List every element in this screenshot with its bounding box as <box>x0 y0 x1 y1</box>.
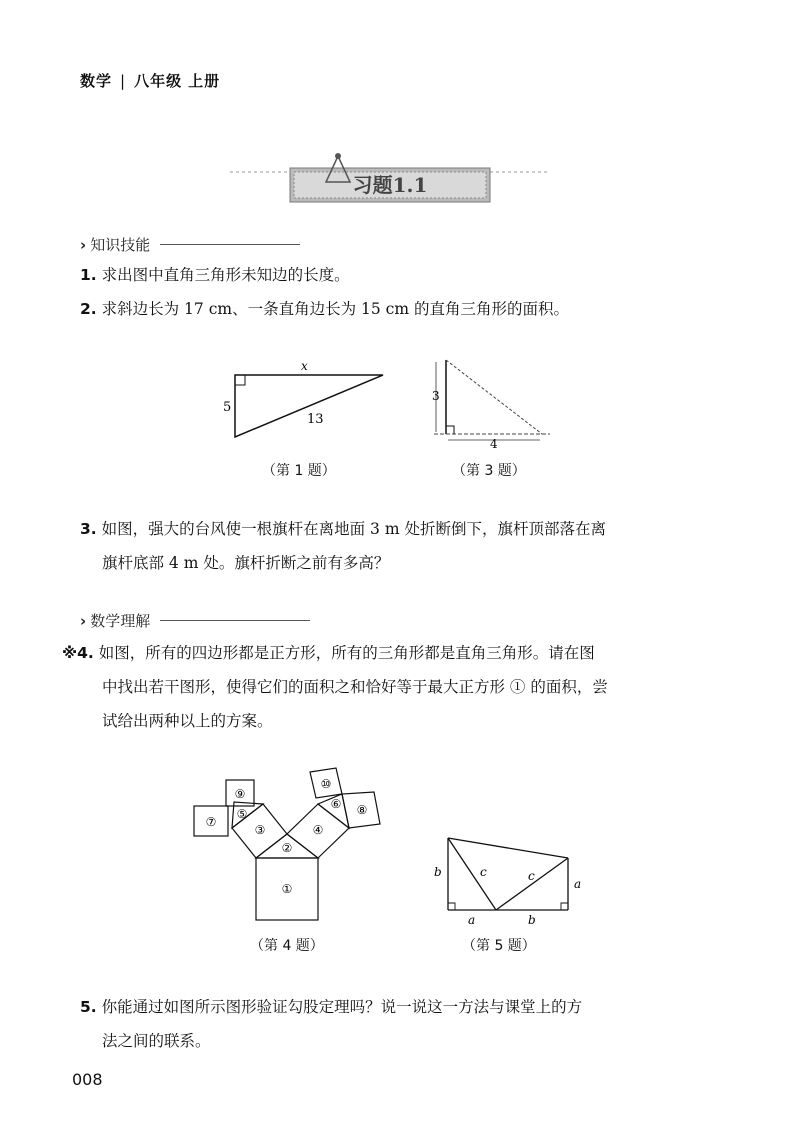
figure-1-caption: （第 1 题） <box>262 463 336 479</box>
question-3 <box>80 512 606 580</box>
figure-5-label-b-left: b <box>434 865 442 879</box>
question-5-number: 5. <box>80 998 97 1016</box>
figure-3-flagpole <box>420 350 560 450</box>
figure-5-top <box>448 838 568 858</box>
figure-5-label-c-2: c <box>528 869 535 883</box>
question-4-line-3: 试给出两种以上的方案。 <box>102 712 273 730</box>
figure-4-label-10: ⑩ <box>320 777 332 791</box>
figure-1-label-5: 5 <box>223 400 232 415</box>
section-knowledge <box>80 234 300 255</box>
figure-3-label-3: 3 <box>432 389 440 403</box>
figure-4-pythagoras-tree <box>190 762 390 932</box>
figure-4-label-9: ⑨ <box>234 787 246 801</box>
question-1-text: 求出图中直角三角形未知边的长度。 <box>101 266 350 284</box>
figure-1-right-triangle <box>215 355 395 445</box>
figure-4-label-3: ③ <box>254 823 266 837</box>
figure-4-label-7: ⑦ <box>205 815 217 829</box>
figure-5-hypotenuse-c-1 <box>448 838 496 910</box>
figure-5-label-a-right: a <box>574 877 582 891</box>
figure-5-label-b-bottom: b <box>528 913 536 927</box>
question-5-line-2: 法之间的联系。 <box>102 1032 211 1050</box>
section-rule <box>160 244 300 245</box>
question-1 <box>80 258 350 292</box>
running-header <box>80 70 220 91</box>
figure-4-caption: （第 4 题） <box>250 938 324 954</box>
section-rule <box>160 620 310 621</box>
question-2-number: 2. <box>80 300 97 318</box>
figure-1-label-13: 13 <box>307 412 324 427</box>
figure-4-label-2: ② <box>281 841 293 855</box>
section-understanding-title: 数学理解 <box>90 612 151 630</box>
header-grade: 八年级 <box>134 72 183 90</box>
question-5-line-1: 你能通过如图所示图形验证勾股定理吗？说一说这一方法与课堂上的方 <box>101 998 583 1016</box>
section-arrow-icon: › <box>80 611 87 630</box>
question-2 <box>80 292 569 326</box>
figure-1-label-x: x <box>301 359 308 373</box>
section-understanding <box>80 610 310 631</box>
figure-5-label-a-bottom: a <box>468 913 476 927</box>
figure-4-label-5: ⑤ <box>236 807 248 821</box>
figure-1-triangle <box>235 375 383 437</box>
figure-3-caption: （第 3 题） <box>452 463 526 479</box>
section-arrow-icon: › <box>80 235 87 254</box>
question-1-number: 1. <box>80 266 97 284</box>
exercise-banner <box>230 150 550 210</box>
question-3-line-1: 如图，强大的台风使一根旗杆在离地面 3 m 处折断倒下，旗杆顶部落在离 <box>101 520 606 538</box>
question-2-text: 求斜边长为 17 cm、一条直角边长为 15 cm 的直角三角形的面积。 <box>101 300 569 318</box>
header-subject: 数学 <box>80 72 113 90</box>
question-3-line-2: 旗杆底部 4 m 处。旗杆折断之前有多高？ <box>102 554 390 572</box>
banner-title: 习题1.1 <box>352 173 428 197</box>
section-knowledge-title: 知识技能 <box>90 236 151 254</box>
header-volume: 上册 <box>188 72 221 90</box>
question-4-line-1: 如图，所有的四边形都是正方形，所有的三角形都是直角三角形。请在图 <box>98 644 595 662</box>
right-angle-mark-icon <box>448 903 455 910</box>
figure-4-label-4: ④ <box>312 823 324 837</box>
figure-5-trapezoid <box>428 826 588 930</box>
figure-4-label-6: ⑥ <box>330 797 342 811</box>
right-angle-mark-icon <box>446 426 454 434</box>
figure-5-label-c-1: c <box>480 865 487 879</box>
header-separator: | <box>120 72 127 90</box>
figure-4-label-8: ⑧ <box>356 803 368 817</box>
figure-5-hypotenuse-c-2 <box>496 858 568 910</box>
right-angle-mark-icon <box>561 903 568 910</box>
figure-5-caption: （第 5 题） <box>462 938 536 954</box>
question-5 <box>80 990 582 1058</box>
question-4 <box>62 636 608 738</box>
figure-3-broken-top <box>446 360 542 434</box>
question-4-number: ※4. <box>62 644 94 662</box>
right-angle-mark-icon <box>235 375 245 385</box>
question-4-line-2: 中找出若干图形，使得它们的面积之和恰好等于最大正方形 ① 的面积，尝 <box>102 678 608 696</box>
page-number: 008 <box>72 1070 103 1089</box>
question-3-number: 3. <box>80 520 97 538</box>
figure-3-label-4: 4 <box>490 437 498 450</box>
figure-4-label-1: ① <box>281 882 293 896</box>
